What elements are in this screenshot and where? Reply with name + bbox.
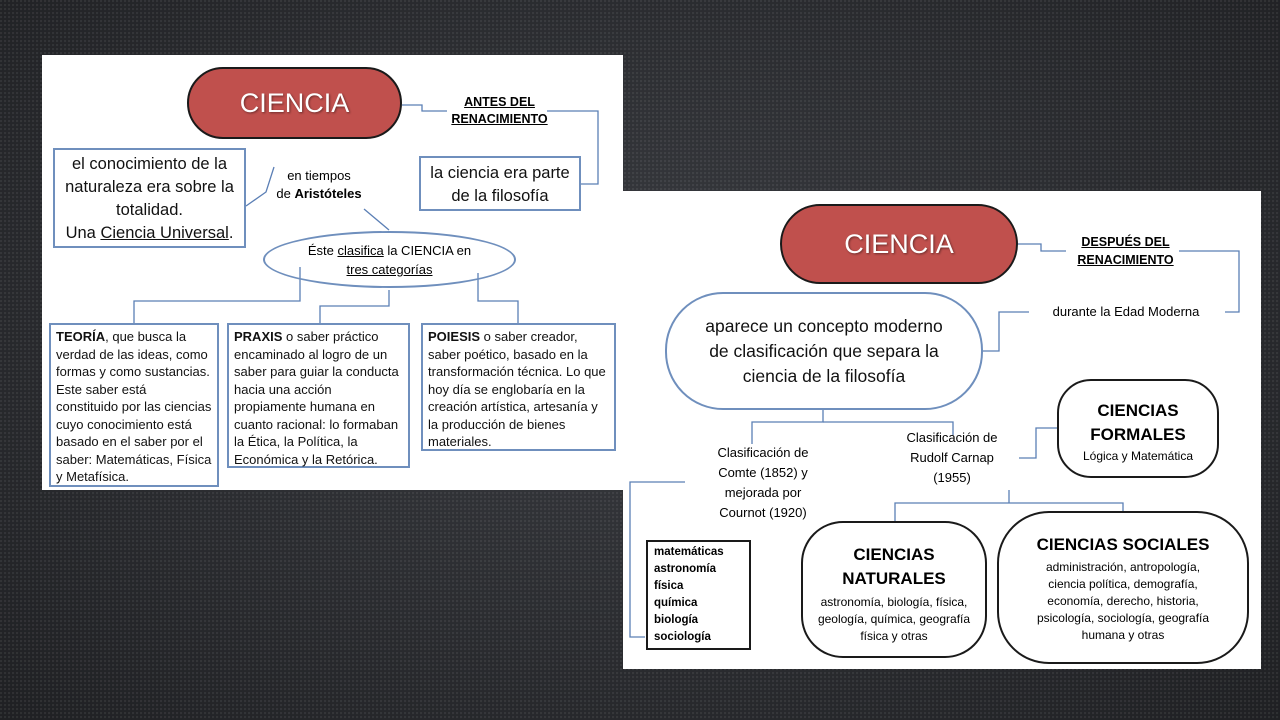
knowledge-prefix: Una — [65, 224, 101, 242]
praxis-term: PRAXIS — [234, 329, 283, 344]
teoria-text: , que busca la verdad de las ideas, como formas y como sustancias. Este saber está constituido por las ciencias cuyo conocimiento está basado en el saber por el saber: Matemáticas, Física y Metafísica. — [56, 329, 212, 484]
era-text: durante la Edad Moderna — [1052, 304, 1200, 319]
carnap-line: Clasificación de — [906, 430, 998, 445]
comte-list-item: astronomía — [654, 563, 716, 575]
philosophy-line: de la filosofía — [451, 187, 549, 205]
modern-era-label — [1031, 304, 1221, 319]
category-box-teoria — [49, 323, 219, 487]
naturales-title: NATURALES — [842, 569, 946, 588]
knowledge-line: el conocimiento de la — [71, 155, 227, 173]
philosophy-line: la ciencia era parte — [430, 164, 570, 182]
formal-sciences-box — [1057, 379, 1219, 478]
formales-desc: Lógica y Matemática — [1082, 449, 1194, 463]
carnap-year: (1955) — [933, 470, 971, 485]
comte-line — [708, 463, 818, 483]
category-box-poiesis — [421, 323, 616, 451]
comte-line — [708, 503, 818, 523]
sociales-desc: administración, antropología, ciencia política, demografía, economía, derecho, historia, psicología, sociología, geografía humana y otras — [1036, 560, 1210, 642]
knowledge-line: naturaleza era sobre la — [65, 178, 234, 196]
comte-list-item: matemáticas — [654, 546, 724, 558]
naturales-desc: astronomía, biología, física, geología, química, geografía física y otras — [817, 595, 971, 643]
social-sciences-box — [997, 511, 1249, 664]
title-pill-ciencia — [187, 67, 402, 139]
category-box-praxis — [227, 323, 410, 468]
comte-classification-label — [708, 443, 818, 523]
mindmap-after-renaissance — [623, 191, 1261, 669]
classification-ellipse — [263, 231, 516, 288]
knowledge-suffix: . — [228, 224, 234, 242]
carnap-classification-label — [895, 428, 1009, 488]
cournot-name: Cournot — [719, 505, 766, 520]
title-text: CIENCIA — [239, 87, 350, 118]
classify-line — [265, 241, 514, 260]
ciencia-universal-text: Ciencia Universal — [100, 224, 229, 242]
classify-line: tres categorías — [346, 262, 433, 277]
period-label-line: ANTES DEL — [464, 95, 535, 109]
era-line — [264, 185, 374, 203]
comte-list-item: física — [654, 580, 684, 592]
cournot-year: (1920) — [765, 505, 807, 520]
sociales-title: CIENCIAS SOCIALES — [1036, 535, 1210, 554]
poiesis-text: o saber creador, saber poético, basado en la transformación técnica. Lo que hoy día se englobaría en la creación artística, artesanía y la producción de bienes materiales. — [428, 329, 606, 449]
poiesis-term: POIESIS — [428, 329, 481, 344]
knowledge-line: totalidad. — [116, 201, 183, 219]
aristotle-era-label — [264, 167, 374, 203]
formales-title: CIENCIAS — [1097, 401, 1179, 420]
comte-year: (1852) y — [756, 465, 808, 480]
concept-line: aparece un concepto moderno — [705, 316, 943, 336]
concept-line: ciencia de la filosofía — [742, 366, 906, 386]
era-prefix: de — [276, 186, 295, 201]
knowledge-line — [55, 222, 244, 245]
universal-knowledge-box — [53, 148, 246, 248]
formales-title: FORMALES — [1090, 425, 1186, 444]
comte-list-item: biología — [654, 614, 699, 626]
praxis-text: o saber práctico encaminado al logro de un saber para guiar la conducta hacia una acción propiamente humana en cuanto racional: lo formaban la Ética, la Política, la Económica y la Retórica. — [234, 329, 399, 467]
classify-em: clasifica — [337, 243, 384, 258]
comte-line: mejorada por — [724, 485, 802, 500]
era-line: en tiempos — [287, 168, 351, 183]
aristoteles-name: Aristóteles — [294, 186, 362, 201]
natural-sciences-box — [801, 521, 987, 658]
comte-science-list — [646, 540, 751, 650]
period-label-line: DESPUÉS DEL — [1081, 235, 1170, 249]
period-label-antes — [442, 94, 557, 128]
comte-list-item: química — [654, 597, 698, 609]
naturales-title: CIENCIAS — [853, 545, 935, 564]
teoria-term: TEORÍA — [56, 329, 106, 344]
title-pill-ciencia — [780, 204, 1018, 284]
concept-line: de clasificación que separa la — [709, 341, 939, 361]
classify-prefix: Éste — [307, 243, 338, 258]
title-text: CIENCIA — [844, 228, 954, 259]
philosophy-box — [419, 156, 581, 211]
comte-line: Clasificación de — [717, 445, 809, 460]
period-label-line: RENACIMIENTO — [451, 112, 548, 126]
comte-name: Comte — [718, 465, 757, 480]
carnap-name: Rudolf Carnap — [910, 450, 994, 465]
period-label-line: RENACIMIENTO — [1077, 253, 1174, 267]
classify-suffix: la CIENCIA en — [383, 243, 472, 258]
modern-concept-pill — [665, 292, 983, 410]
comte-list-item: sociología — [654, 631, 711, 643]
period-label-despues — [1063, 233, 1188, 269]
mindmap-before-renaissance — [42, 55, 623, 490]
